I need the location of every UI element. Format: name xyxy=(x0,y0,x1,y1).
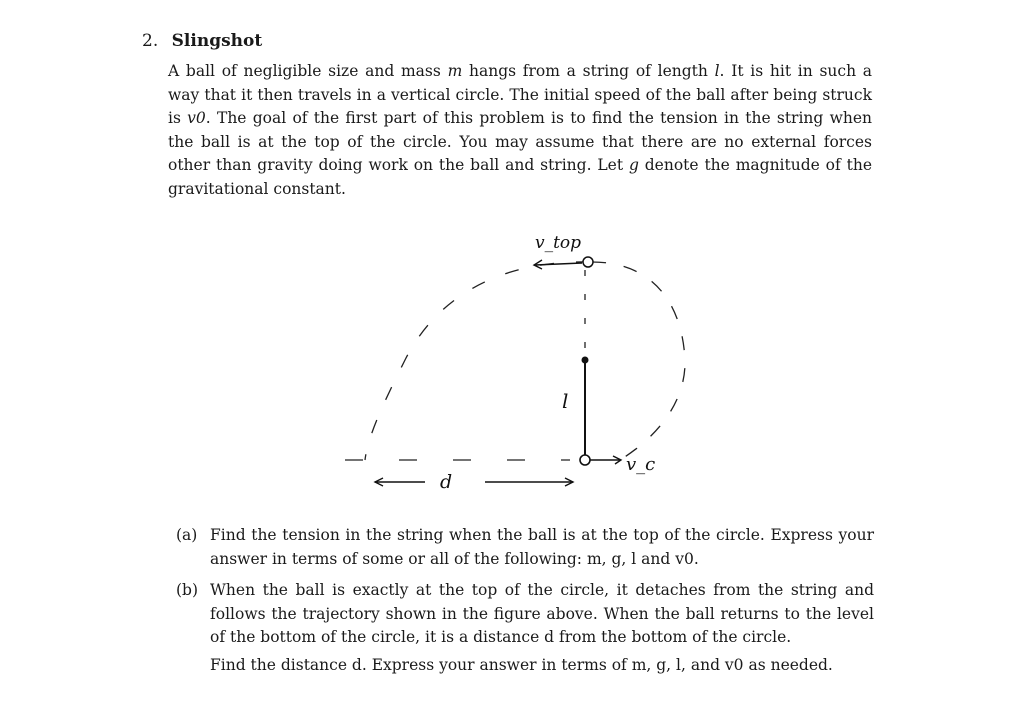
part-b-text: When the ball is exactly at the top of the circle, it detaches from the string and follows the trajectory shown in the figure above. When the ball returns to the level of the bottom of the circle, it is a distance d from the bottom of the circle. xyxy=(210,581,874,646)
part-a xyxy=(176,524,874,571)
label-d: d xyxy=(440,471,453,493)
part-b-label: (b) xyxy=(176,581,199,599)
part-a-label: (a) xyxy=(176,526,198,544)
part-b xyxy=(176,579,874,677)
math-symbol: g xyxy=(628,156,639,174)
label-l: l xyxy=(562,389,569,413)
label-vc: v_c xyxy=(626,454,656,475)
ball-bottom xyxy=(580,455,590,465)
math-symbol: v0 xyxy=(187,109,206,127)
problem-title: Slingshot xyxy=(171,31,263,51)
math-symbol: m xyxy=(447,62,463,80)
slingshot-figure xyxy=(330,220,710,500)
math-symbol: l xyxy=(714,62,720,80)
problem-heading xyxy=(142,31,262,51)
problem-parts xyxy=(176,524,874,685)
part-b-extra: Find the distance d. Express your answer in terms of m, g, l, and v0 as needed. xyxy=(210,655,833,674)
ball-top xyxy=(583,257,593,267)
problem-number: 2. xyxy=(142,31,159,51)
part-a-text: Find the tension in the string when the ball is at the top of the circle. Express your answer in terms of some or all of the following: m, g, l and v0. xyxy=(210,526,874,568)
label-vtop: v_top xyxy=(535,233,582,253)
problem-intro: A ball of negligible size and mass m hangs from a string of length l. It is hit in such a way that it then travels in a vertical circle. The initial speed of the ball after being struck is v0. The goal of the first part of this problem is to find the tension in the string when the ball is at the top of the circle. You may assume that there are no external forces other than gravity doing work on the ball and string. Let g denote the magnitude of the gravitational constant. xyxy=(168,62,873,198)
